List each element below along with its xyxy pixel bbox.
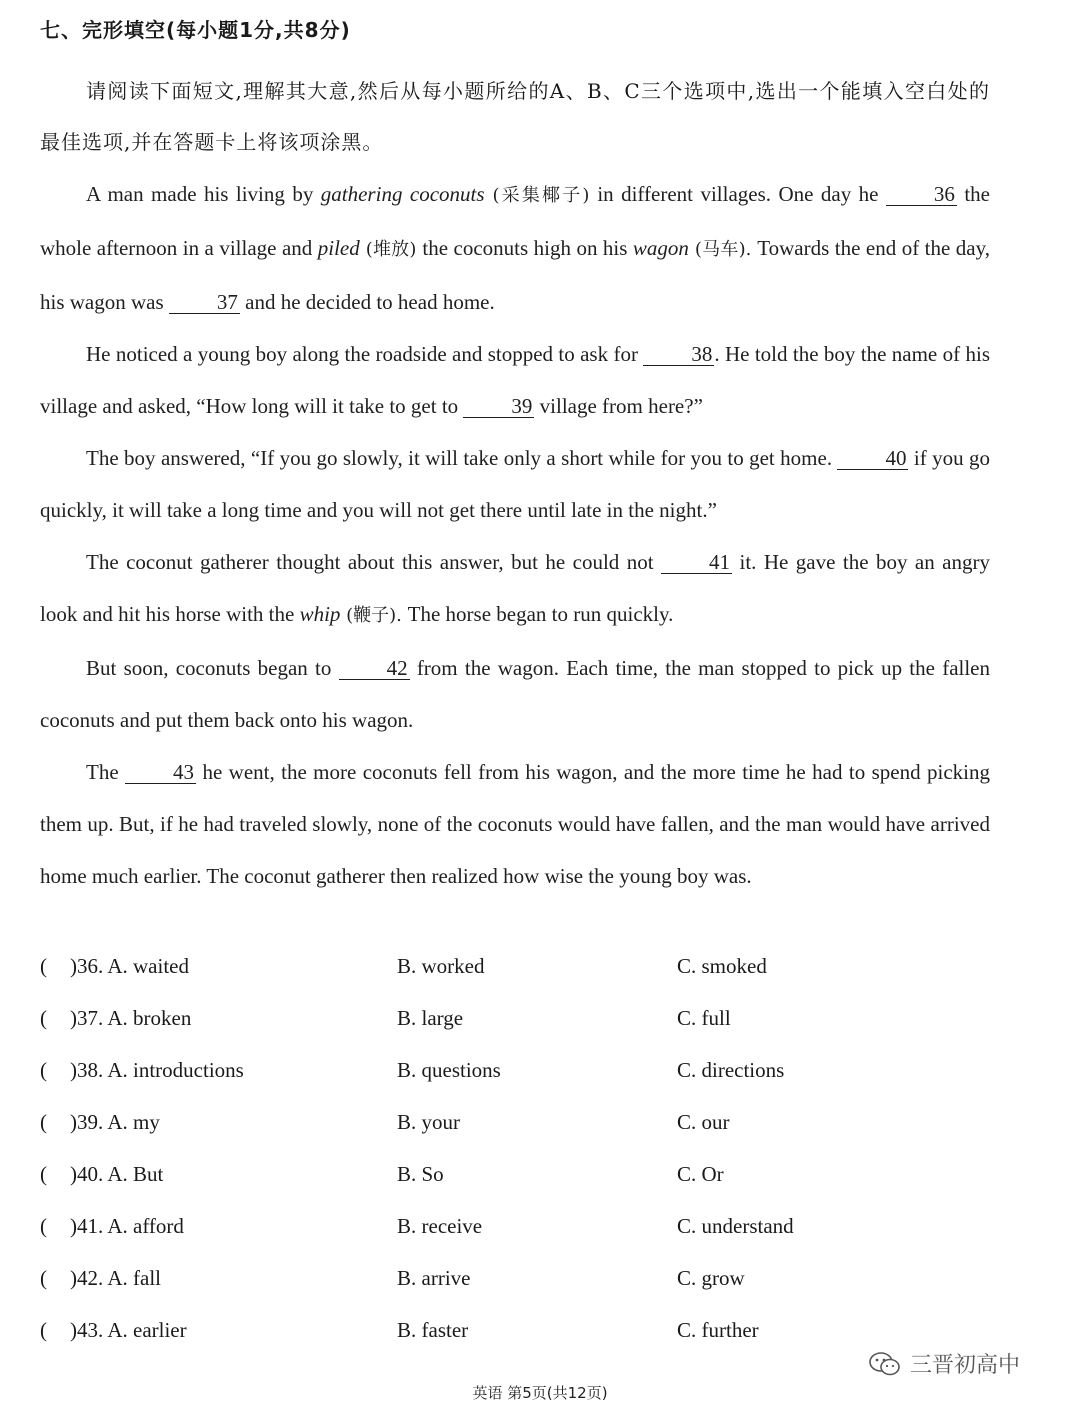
term-wagon: wagon <box>632 236 689 260</box>
option-c: C. smoked <box>677 954 767 978</box>
option-b: B. receive <box>397 1214 483 1238</box>
question-row <box>40 1308 940 1360</box>
answer-bracket: ( <box>40 954 47 978</box>
option-a: )40. A. But <box>70 1162 164 1186</box>
option-c: C. directions <box>677 1058 785 1082</box>
question-row <box>40 1256 940 1308</box>
passage-paragraph-5: But soon, coconuts began to 42 from the wagon. Each time, the man stopped to pick up the fallen coconuts and put them back onto his wagon. <box>40 656 991 732</box>
option-a: )36. A. waited <box>70 954 189 978</box>
instruction-text: 请阅读下面短文,理解其大意,然后从每小题所给的A、B、C三个选项中,选出一个能填入空白处的最佳选项,并在答题卡上将该项涂黑。 <box>40 79 990 154</box>
question-row <box>40 1048 940 1100</box>
passage-paragraph-3: The boy answered, “If you go slowly, it will take only a short while for you to get home. 40 if you go quickly, it will take a long time and you will not get there until late in the night.” <box>40 446 990 522</box>
answer-bracket: ( <box>40 1058 47 1082</box>
option-c: C. full <box>677 1006 731 1030</box>
option-a: )41. A. afford <box>70 1214 184 1238</box>
blank-41: 41 <box>661 551 732 574</box>
term-piled: piled <box>317 236 360 260</box>
option-b: B. worked <box>397 954 485 978</box>
watermark <box>868 1348 1020 1379</box>
question-row <box>40 1152 940 1204</box>
blank-39: 39 <box>463 395 534 418</box>
term-whip: whip <box>299 602 341 626</box>
passage-paragraph-6: The 43 he went, the more coconuts fell from his wagon, and the more time he had to spend picking them up. But, if he had traveled slowly, none of the coconuts would have fallen, and the man would have arrived home much earlier. The coconut gatherer then realized how wise the young boy was. <box>40 760 990 888</box>
blank-42: 42 <box>339 657 410 680</box>
answer-bracket: ( <box>40 1318 47 1342</box>
answer-bracket: ( <box>40 1266 47 1290</box>
passage-paragraph-1: A man made his living by gathering coconuts (采集椰子) in different villages. One day he 36 the whole afternoon in a village and piled (堆放) the coconuts high on his wagon (马车). Towards the end of the day, his wagon was 37 and he decided to head home. <box>40 182 991 314</box>
option-c: C. grow <box>677 1266 745 1290</box>
option-c: C. understand <box>677 1214 794 1238</box>
passage-paragraph-2: He noticed a young boy along the roadside and stopped to ask for 38. He told the boy the name of his village and asked, “How long will it take to get to 39 village from here?” <box>40 342 990 418</box>
cloze-passage <box>40 168 990 902</box>
blank-38: 38 <box>643 343 714 366</box>
option-c: C. Or <box>677 1162 724 1186</box>
passage-paragraph-4: The coconut gatherer thought about this answer, but he could not 41 it. He gave the boy an angry look and hit his horse with the whip (鞭子). The horse began to run quickly. <box>40 550 990 626</box>
question-row <box>40 944 940 996</box>
option-a: )37. A. broken <box>70 1006 192 1030</box>
option-c: C. further <box>677 1318 759 1342</box>
option-c: C. our <box>677 1110 730 1134</box>
wechat-icon <box>868 1351 902 1377</box>
option-b: B. So <box>397 1162 444 1186</box>
blank-37: 37 <box>169 291 240 314</box>
answer-bracket: ( <box>40 1162 47 1186</box>
page-footer: 英语 第5页(共12页) <box>472 1384 608 1402</box>
option-a: )42. A. fall <box>70 1266 161 1290</box>
option-a: )38. A. introductions <box>70 1058 244 1082</box>
section-heading: 七、完形填空(每小题1分,共8分) <box>40 18 351 42</box>
option-b: B. large <box>397 1006 464 1030</box>
question-row <box>40 996 940 1048</box>
option-b: B. your <box>397 1110 460 1134</box>
blank-36: 36 <box>886 183 957 206</box>
watermark-text: 三晋初高中 <box>910 1353 1021 1378</box>
question-row <box>40 1204 940 1256</box>
blank-40: 40 <box>837 447 908 470</box>
option-a: )39. A. my <box>70 1110 160 1134</box>
answer-bracket: ( <box>40 1110 47 1134</box>
question-row <box>40 1100 940 1152</box>
term-gathering-coconuts: gathering coconuts <box>320 182 485 206</box>
answer-options <box>40 944 940 1360</box>
option-a: )43. A. earlier <box>70 1318 187 1342</box>
blank-43: 43 <box>125 761 196 784</box>
answer-bracket: ( <box>40 1214 47 1238</box>
option-b: B. arrive <box>397 1266 471 1290</box>
option-b: B. faster <box>397 1318 469 1342</box>
option-b: B. questions <box>397 1058 501 1082</box>
answer-bracket: ( <box>40 1006 47 1030</box>
